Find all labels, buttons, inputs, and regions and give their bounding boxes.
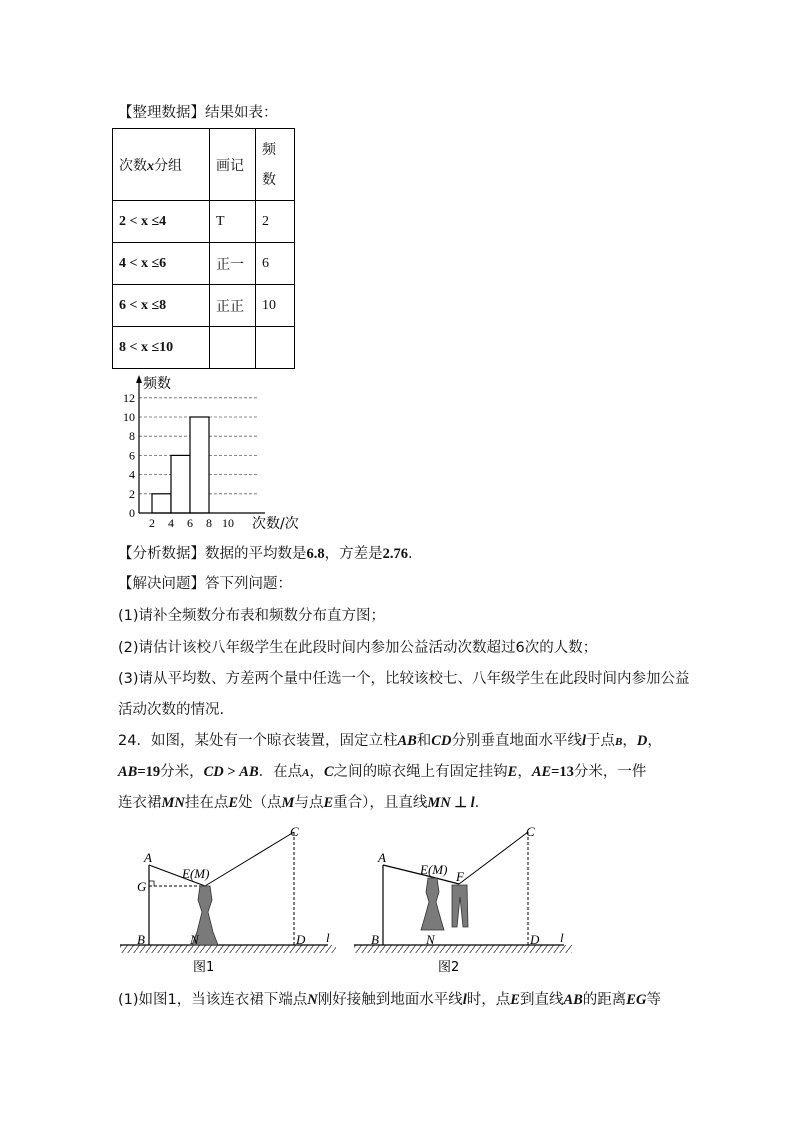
trousers-icon <box>452 885 468 927</box>
question-3-line1: (3)请从平均数、方差两个量中任选一个，比较该校七、八年级学生在此段时间内参加公益 <box>118 671 690 687</box>
label-b: B <box>371 932 379 947</box>
histogram-chart <box>115 372 315 534</box>
label-n: N <box>426 932 435 947</box>
rope-ec <box>205 832 294 886</box>
figure-1-caption: 图1 <box>193 960 215 975</box>
histogram-bar <box>171 455 190 513</box>
y-tick-label: 8 <box>129 429 135 444</box>
label-l: l <box>560 930 564 945</box>
question-2: (2)请估计该校八年级学生在此段时间内参加公益活动次数超过6次的人数； <box>118 640 598 656</box>
right-angle-mark <box>149 881 154 886</box>
group-cell: 8 < x ≤10 <box>113 327 210 369</box>
x-tick-label: 10 <box>222 516 234 530</box>
y-tick-label: 4 <box>129 467 135 482</box>
y-tick-label: 2 <box>129 486 135 501</box>
label-a: A <box>378 850 386 865</box>
x-tick-label: 6 <box>187 516 193 530</box>
label-a: A <box>144 850 152 865</box>
label-c: C <box>526 824 535 839</box>
group-cell: 6 < x ≤8 <box>113 285 210 327</box>
freq-cell: 6 <box>256 243 295 285</box>
mean-value: 6.8 <box>306 546 325 562</box>
tally-cell: T <box>210 201 256 243</box>
label-d: D <box>296 932 306 947</box>
rope-fc <box>459 832 528 884</box>
label-d: D <box>530 932 540 947</box>
table-row <box>113 285 295 327</box>
figure-1 <box>118 822 340 978</box>
problem24-line3: 连衣裙MN挂在点E处（点M与点E重合），且直线MN ⊥ l. <box>118 795 480 811</box>
variance-value: 2.76 <box>382 546 408 562</box>
table-row <box>113 327 295 369</box>
label-l: l <box>326 930 330 945</box>
question-1: (1)请补全频数分布表和频数分布直方图； <box>118 608 386 624</box>
group-cell: 2 < x ≤4 <box>113 201 210 243</box>
histogram-bar <box>152 494 171 513</box>
x-tick-label: 8 <box>206 516 212 530</box>
solve-heading: 【解决问题】答下列问题： <box>118 576 292 592</box>
problem24-line1: 24．如图，某处有一个晾衣装置，固定立柱AB和CD分别垂直地面水平线l于点B，D， <box>118 733 662 749</box>
header-group: 次数x分组 <box>113 129 210 201</box>
label-n: N <box>190 932 199 947</box>
dress-icon <box>421 878 444 930</box>
label-b: B <box>137 932 145 947</box>
figure-2 <box>352 822 578 978</box>
x-tick-label: 4 <box>168 516 174 530</box>
y-tick-label: 0 <box>129 506 135 520</box>
histogram-bar <box>190 417 209 513</box>
header-freq: 频 数 <box>256 129 295 201</box>
table-row <box>113 243 295 285</box>
problem24-line2: AB=19分米，CD > AB．在点A，C之间的晾衣绳上有固定挂钩E，AE=13分米，一件 <box>118 764 647 780</box>
organize-heading: 【整理数据】结果如表： <box>118 105 278 121</box>
label-f: F <box>456 869 464 884</box>
question-3-line2: 活动次数的情况. <box>118 702 225 718</box>
freq-cell <box>256 327 295 369</box>
figure-2-caption: 图2 <box>438 960 460 975</box>
header-tally: 画记 <box>210 129 256 201</box>
y-tick-label: 10 <box>123 410 135 424</box>
tally-cell <box>210 327 256 369</box>
table-row <box>113 201 295 243</box>
y-axis-arrow <box>136 375 142 383</box>
group-cell: 4 < x ≤6 <box>113 243 210 285</box>
y-tick-label: 12 <box>123 390 135 405</box>
x-axis-label: 次数/次 <box>252 516 299 532</box>
y-tick-label: 6 <box>129 448 135 463</box>
label-e: E(M) <box>182 866 210 881</box>
analysis-line: 【分析数据】数据的平均数是6.8，方差是2.76. <box>118 546 413 562</box>
label-c: C <box>290 824 299 839</box>
label-e: E(M) <box>420 862 448 877</box>
tally-cell: 正一 <box>210 243 256 285</box>
frequency-table <box>112 128 295 369</box>
q24-part1: (1)如图1，当该连衣裙下端点N刚好接触到地面水平线l时，点E到直线AB的距离EG等 <box>118 992 661 1008</box>
tally-cell: 正正 <box>210 285 256 327</box>
freq-cell: 2 <box>256 201 295 243</box>
freq-cell: 10 <box>256 285 295 327</box>
y-axis-label: 频数 <box>143 376 171 392</box>
x-tick-label: 2 <box>149 516 155 530</box>
label-g: G <box>137 879 147 894</box>
table-header-row <box>113 129 295 201</box>
